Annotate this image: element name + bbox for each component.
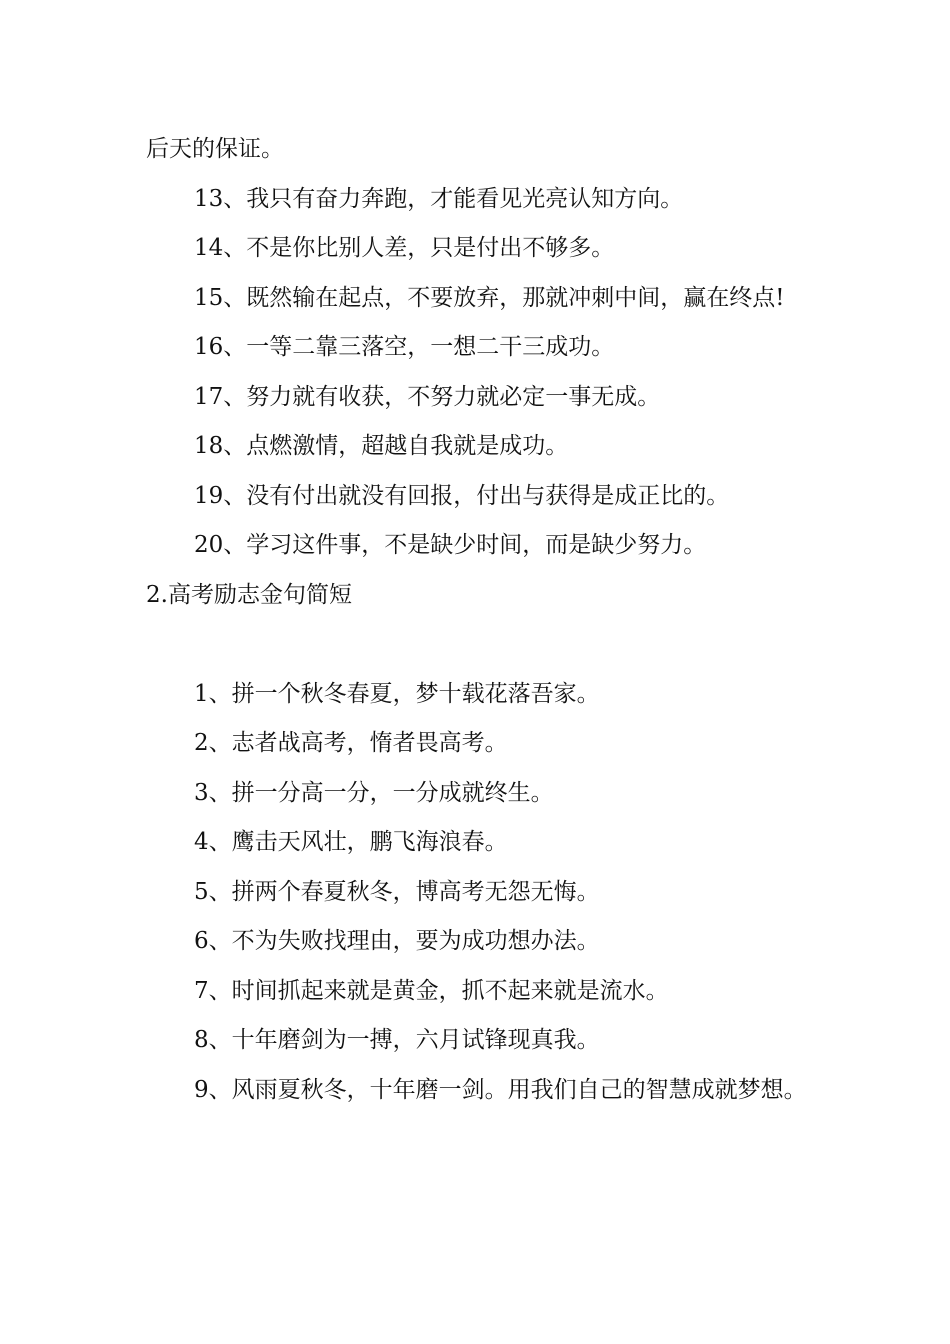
list-item: 6、不为失败找理由，要为成功想办法。: [194, 928, 600, 954]
document-body: [146, 125, 808, 1115]
quote-list-one: [146, 175, 808, 571]
continuation-paragraph: 后天的保证。: [146, 136, 284, 162]
list-item: 14、不是你比别人差，只是付出不够多。: [194, 235, 615, 261]
list-item: 7、时间抓起来就是黄金，抓不起来就是流水。: [194, 977, 669, 1004]
list-item: 2、志者战高考，惰者畏高考。: [194, 730, 508, 756]
list-item: 18、点燃激情，超越自我就是成功。: [194, 433, 569, 459]
list-item: 5、拼两个春夏秋冬，博高考无怨无悔。: [194, 878, 600, 905]
list-item: 9、风雨夏秋冬，十年磨一剑。用我们自己的智慧成就梦想。: [194, 1076, 807, 1103]
list-item: 20、学习这件事，不是缺少时间，而是缺少努力。: [194, 532, 707, 558]
quote-list-two: [146, 670, 808, 1116]
list-item: 13、我只有奋力奔跑，才能看见光亮认知方向。: [194, 185, 684, 212]
list-item: 1、拼一个秋冬春夏，梦十载花落吾家。: [194, 680, 600, 707]
list-item: 15、既然输在起点，不要放弃，那就冲刺中间，赢在终点!: [194, 284, 785, 311]
list-item: 3、拼一分高一分，一分成就终生。: [194, 779, 554, 806]
list-item: 8、十年磨剑为一搏，六月试锋现真我。: [194, 1027, 600, 1053]
section-heading: 2.高考励志金句简短: [146, 581, 352, 608]
list-item: 4、鹰击天风壮，鹏飞海浪春。: [194, 829, 508, 855]
list-item: 19、没有付出就没有回报，付出与获得是成正比的。: [194, 482, 730, 509]
list-item: 16、一等二靠三落空，一想二干三成功。: [194, 334, 615, 360]
list-item: 17、努力就有收获，不努力就必定一事无成。: [194, 383, 661, 410]
